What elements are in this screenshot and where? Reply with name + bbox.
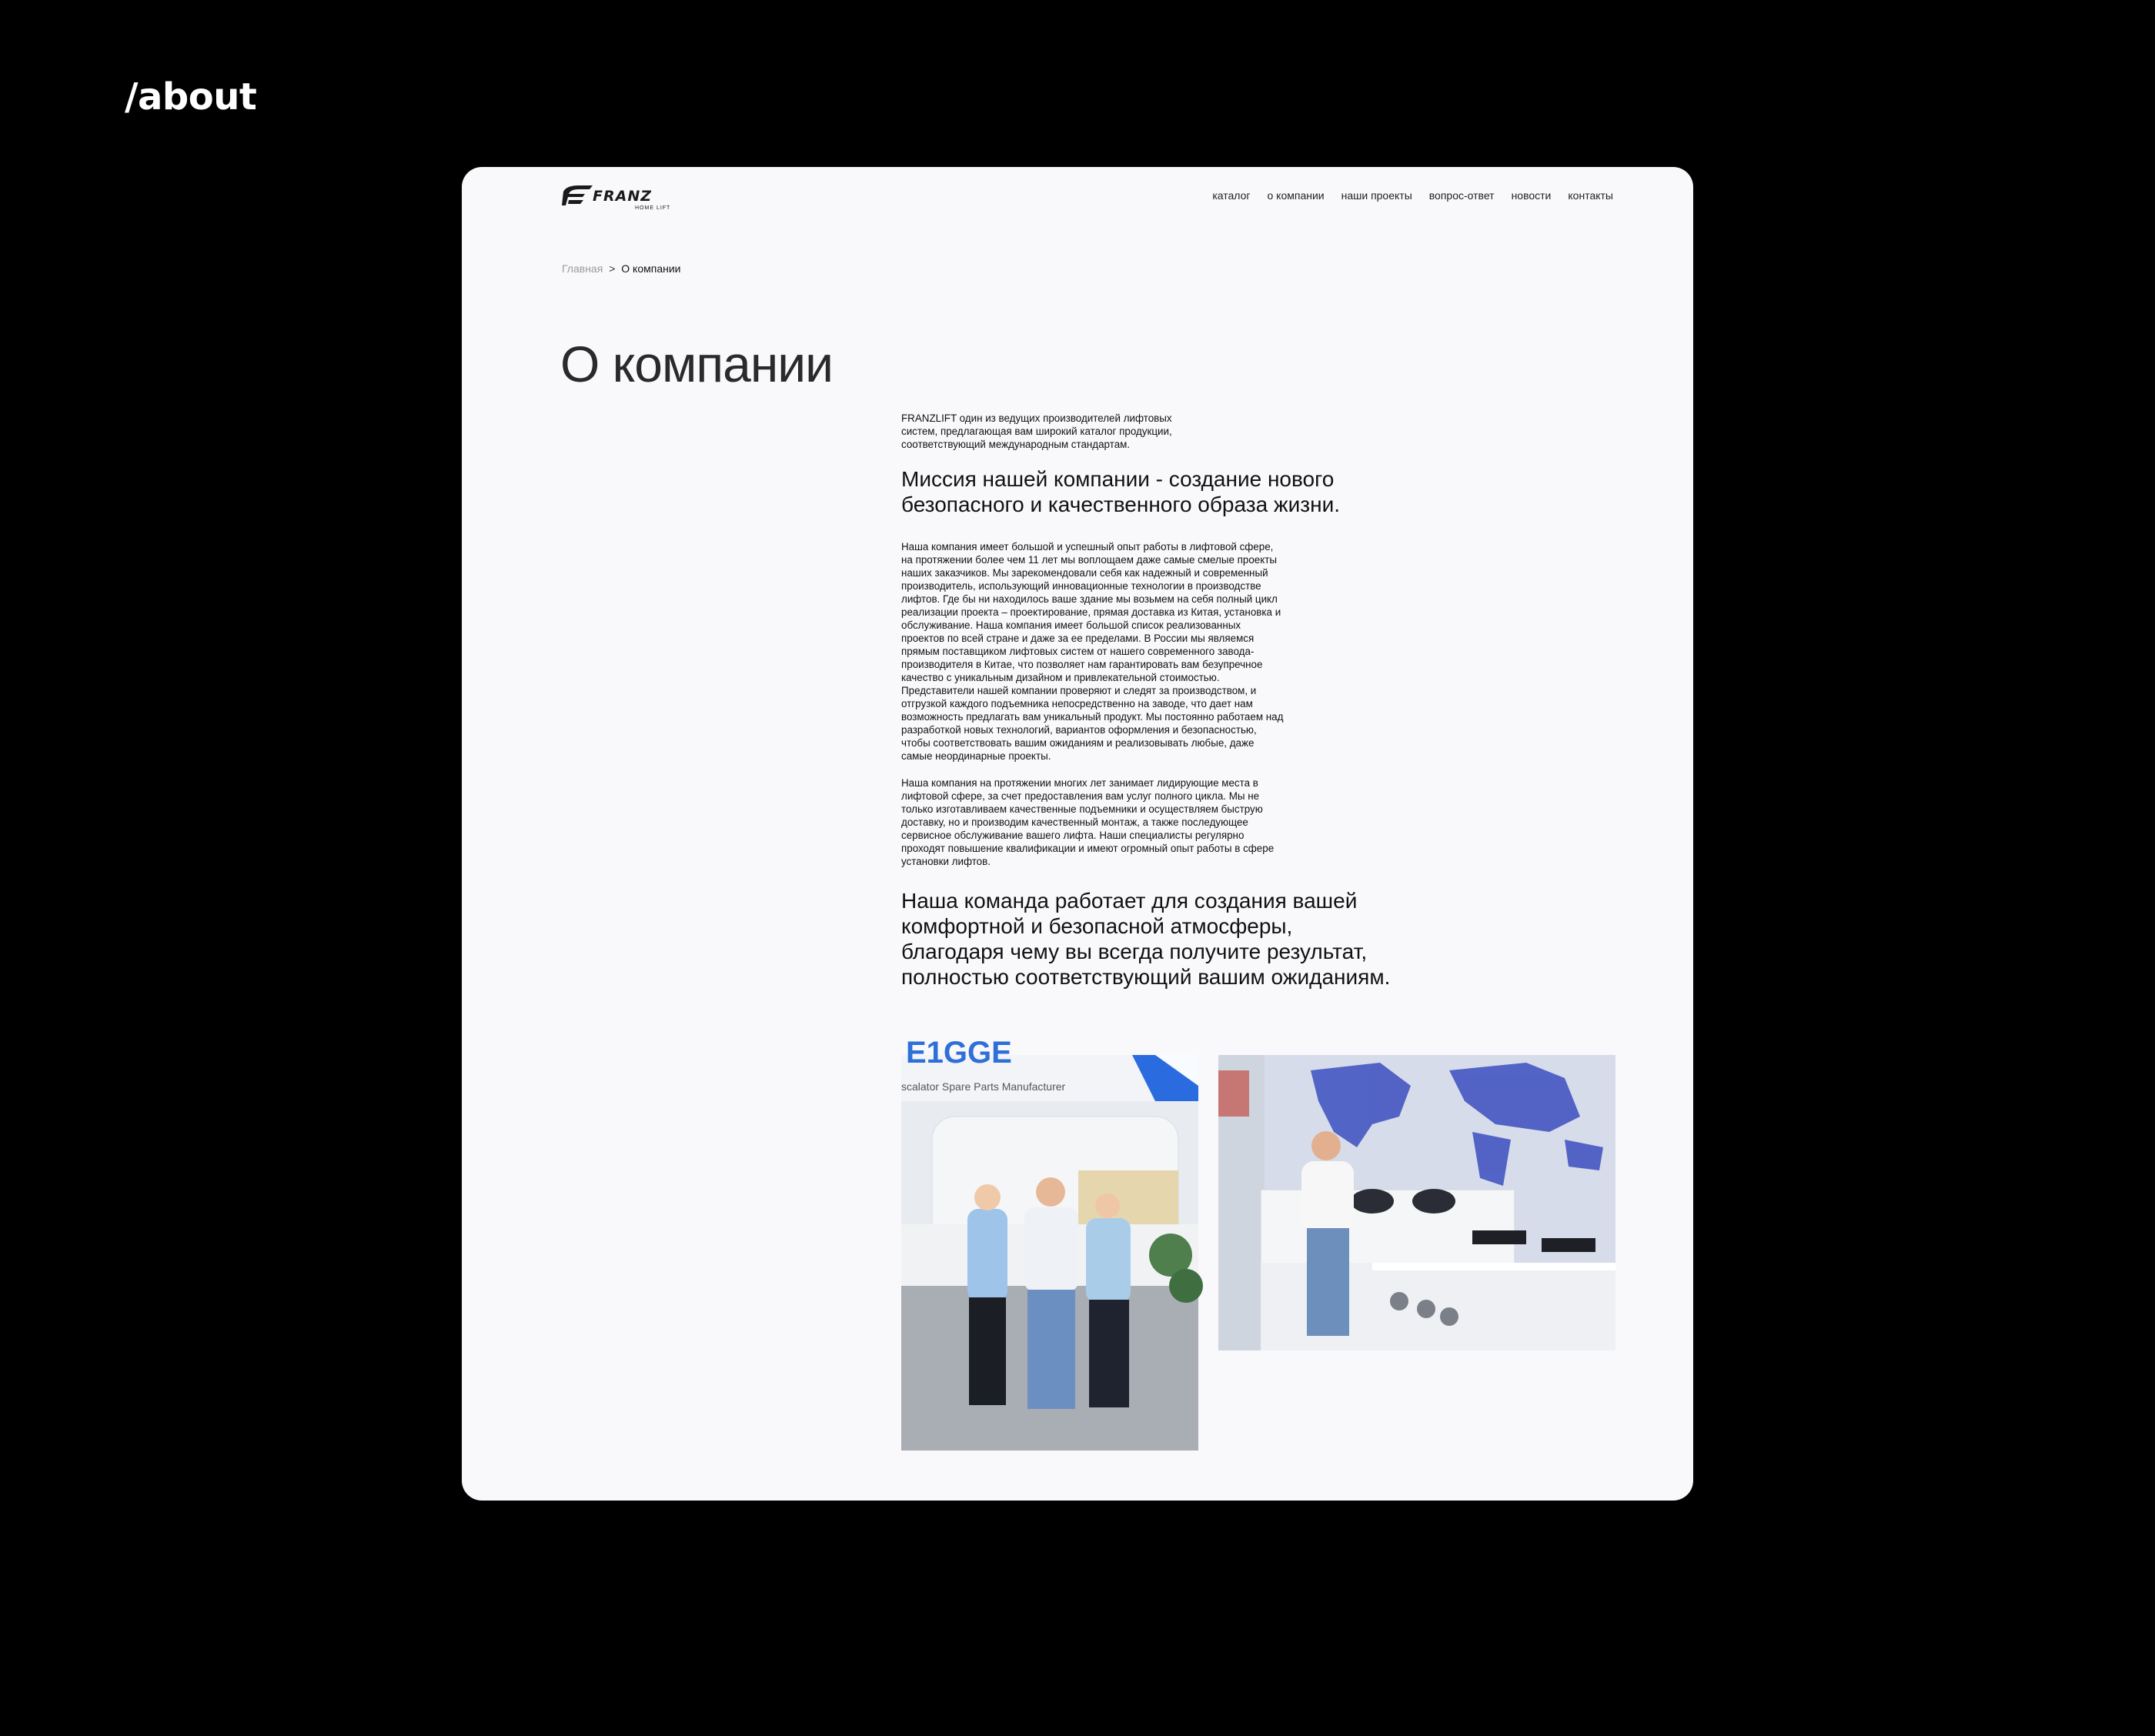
- breadcrumb-separator: >: [609, 262, 616, 275]
- main-nav: [1212, 189, 1613, 202]
- logo-tagline-text: HOME LIFT: [635, 205, 671, 211]
- breadcrumb-current: О компании: [621, 262, 681, 275]
- nav-about[interactable]: о компании: [1267, 189, 1325, 202]
- about-paragraph-2: Наша компания на протяжении многих лет занимает лидирующие места в лифтовой сфере, за счет предоставления вам услуг полного цикла. Мы не только изготавливаем качественные подъемники и осуществляем быструю доставку, но и производим качественный монтаж, а также последующее сервисное обслуживание вашего лифта. Наши специалисты регулярно проходят повышение квалификации и имеют огромный опыт работы в сфере установки лифтов.: [901, 777, 1275, 867]
- nav-projects[interactable]: наши проекты: [1341, 189, 1412, 202]
- nav-catalog[interactable]: каталог: [1212, 189, 1251, 202]
- nav-contacts[interactable]: контакты: [1568, 189, 1613, 202]
- photo-booth-text: E1GGE: [906, 1036, 1012, 1070]
- photo-sign-text: scalator Spare Parts Manufacturer: [901, 1080, 1066, 1093]
- team-statement: Наша команда работает для создания вашей комфортной и безопасной атмосферы, благодаря чему вы всегда получите результат, полностью соответствующий вашим ожиданиям.: [901, 889, 1391, 989]
- mission-heading: Миссия нашей компании - создание нового безопасного и качественного образа жизни.: [901, 467, 1341, 516]
- slide-label: /about: [125, 75, 257, 119]
- logo-mark-icon: [562, 182, 677, 213]
- nav-news[interactable]: новости: [1511, 189, 1552, 202]
- exhibition-photo-2: [1218, 1055, 1615, 1350]
- intro-text: FRANZLIFT один из ведущих производителей лифтовых систем, предлагающая вам широкий каталог продукции, соответствующий международным стандартам.: [901, 412, 1172, 450]
- breadcrumb-home-link[interactable]: Главная: [562, 262, 603, 275]
- website-frame: [462, 167, 1693, 1501]
- page-title: О компании: [560, 336, 833, 392]
- breadcrumb: [562, 262, 680, 275]
- logo-brand-text: FRANZ: [593, 188, 652, 205]
- exhibition-photo-1: [901, 1036, 1198, 1451]
- about-paragraph-1: Наша компания имеет большой и успешный опыт работы в лифтовой сфере, на протяжении более чем 11 лет мы воплощаем даже самые смелые проекты наших заказчиков. Мы зарекомендовали себя как надежный и современный производитель, использующий инновационные технологии в производстве лифтов. Где бы ни находилось ваше здание мы возьмем на себя полный цикл реализации проекта – проектирование, прямая доставка из Китая, установка и обслуживание. Наша компания имеет большой список реализованных проектов по всей стране и даже за ее пределами. В России мы являемся прямым поставщиком лифтовых систем от нашего современного завода-производителя в Китае, что позволяет нам гарантировать вам безупречное качество с уникальным дизайном и привлекательной стоимостью. Представители нашей компании проверяют и следят за производством, и отгрузкой каждого подъемника непосредственно на заводе, что дает нам возможность предлагать вам уникальный продукт. Мы постоянно работаем над разработкой новых технологий, вариантов оформления и безопасностью, чтобы соответствовать вашим ожиданиям и реализовывать любые, даже самые неординарные проекты.: [901, 541, 1284, 762]
- franz-logo[interactable]: [562, 182, 677, 213]
- nav-faq[interactable]: вопрос-ответ: [1428, 189, 1495, 202]
- about-content: [901, 412, 1391, 990]
